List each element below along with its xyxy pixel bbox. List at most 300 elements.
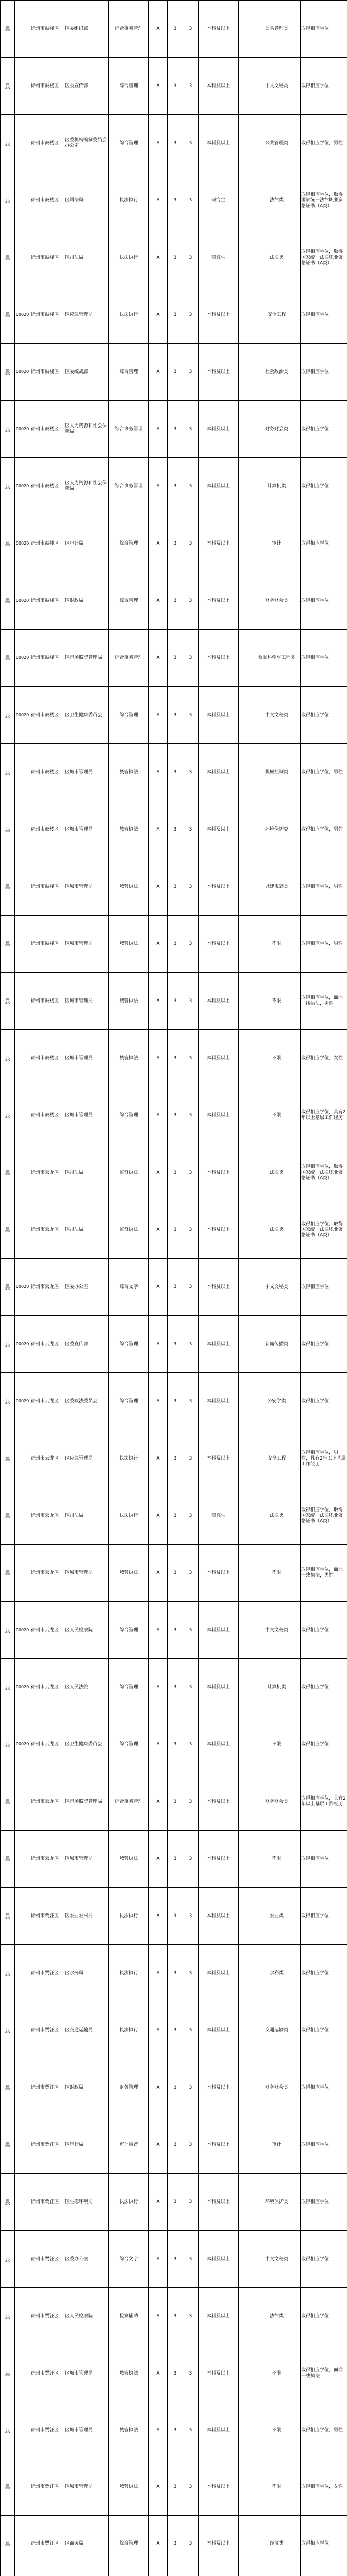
degree-cell	[239, 2116, 253, 2174]
requirements-cell: 取得相应学位，具有2年以上基层工作经历	[301, 1773, 347, 1831]
major-cell: 中文文秘类	[253, 58, 301, 115]
exam-category-cell: A	[149, 458, 168, 515]
exam-category-cell: A	[149, 1430, 168, 1487]
degree-cell	[239, 1487, 253, 1545]
level-cell: 县	[1, 2174, 15, 2231]
code-cell	[15, 1945, 30, 2002]
exam-category-cell: A	[149, 572, 168, 630]
degree-cell	[239, 572, 253, 630]
major-cell: 财务财会类	[253, 1773, 301, 1831]
degree-cell	[239, 2402, 253, 2459]
education-cell: 本科及以上	[199, 1716, 239, 1773]
job-nature-cell: 综合文字	[109, 1259, 149, 1316]
code-cell	[15, 1545, 30, 1602]
ratio-cell: 3	[183, 572, 199, 630]
education-cell: 本科及以上	[199, 687, 239, 744]
degree-cell	[239, 2288, 253, 2345]
major-cell: 法律类	[253, 229, 301, 286]
code-cell	[15, 744, 30, 801]
post-cell: 区市场监督管理局	[64, 630, 109, 687]
exam-category-cell: A	[149, 1487, 168, 1545]
job-nature-cell: 检察辅助	[109, 2288, 149, 2345]
exam-category-cell: A	[149, 1144, 168, 1201]
exam-category-cell: A	[149, 1316, 168, 1373]
requirements-cell: 取得相应学位	[301, 58, 347, 115]
headcount-cell: 3	[168, 172, 183, 229]
exam-category-cell: A	[149, 1201, 168, 1259]
table-row	[1, 401, 347, 458]
post-cell: 区人民检察院	[64, 2288, 109, 2345]
requirements-cell: 取得相应学位，取得国家统一法律职业资格证书（A类）	[301, 1201, 347, 1259]
code-cell	[15, 58, 30, 115]
headcount-cell: 3	[168, 1373, 183, 1430]
unit-cell: 徐州市贾汪区	[30, 2116, 64, 2174]
requirements-cell: 取得相应学位	[301, 458, 347, 515]
education-cell: 本科及以上	[199, 1602, 239, 1659]
level-cell: 县	[1, 115, 15, 172]
ratio-cell: 3	[183, 1259, 199, 1316]
code-cell	[15, 115, 30, 172]
unit-cell: 徐州市鼓楼区	[30, 801, 64, 858]
major-cell: 环境保护类	[253, 2174, 301, 2231]
post-cell: 区城市管理局	[64, 1087, 109, 1144]
ratio-cell: 3	[183, 344, 199, 401]
unit-cell: 徐州市鼓楼区	[30, 744, 64, 801]
post-cell: 区城市管理局	[64, 858, 109, 916]
major-cell: 公共管理类	[253, 115, 301, 172]
education-cell: 本科及以上	[199, 1259, 239, 1316]
degree-cell	[239, 1831, 253, 1888]
post-cell: 区城市管理局	[64, 801, 109, 858]
unit-cell: 徐州市贾汪区	[30, 2288, 64, 2345]
major-cell: 水利类	[253, 1945, 301, 2002]
exam-category-cell: A	[149, 2516, 168, 2572]
headcount-cell: 3	[168, 58, 183, 115]
job-nature-cell: 综合文字	[109, 2231, 149, 2288]
unit-cell: 徐州市贾汪区	[30, 1945, 64, 2002]
exam-category-cell: A	[149, 2059, 168, 2116]
requirements-cell: 取得相应学位	[301, 1, 347, 58]
education-cell: 本科及以上	[199, 858, 239, 916]
education-cell: 本科及以上	[199, 2288, 239, 2345]
degree-cell	[239, 2059, 253, 2116]
education-cell: 本科及以上	[199, 1201, 239, 1259]
major-cell: 审计	[253, 2116, 301, 2174]
degree-cell	[239, 2002, 253, 2059]
job-nature-cell: 城管执法	[109, 1545, 149, 1602]
degree-cell	[239, 801, 253, 858]
post-cell: 区人民法院	[64, 1659, 109, 1716]
post-cell: 区委办公室	[64, 2231, 109, 2288]
exam-category-cell: A	[149, 858, 168, 916]
ratio-cell: 3	[183, 1716, 199, 1773]
table-row	[1, 172, 347, 229]
unit-cell: 徐州市鼓楼区	[30, 115, 64, 172]
exam-category-cell: A	[149, 1, 168, 58]
exam-category-cell: A	[149, 744, 168, 801]
headcount-cell: 3	[168, 973, 183, 1030]
major-cell: 法律类	[253, 172, 301, 229]
headcount-cell: 3	[168, 286, 183, 344]
major-cell: 新闻传播类	[253, 1316, 301, 1373]
level-cell: 县	[1, 2002, 15, 2059]
ratio-cell: 3	[183, 1888, 199, 1945]
job-nature-cell: 执法执行	[109, 286, 149, 344]
job-nature-cell: 综合管理	[109, 572, 149, 630]
ratio-cell: 3	[183, 2059, 199, 2116]
requirements-cell: 取得相应学位	[301, 2288, 347, 2345]
level-cell: 县	[1, 2459, 15, 2516]
unit-cell: 徐州市鼓楼区	[30, 458, 64, 515]
job-nature-cell: 城管执法	[109, 801, 149, 858]
level-cell: 县	[1, 1602, 15, 1659]
table-row	[1, 916, 347, 973]
major-cell: 不限	[253, 1831, 301, 1888]
level-cell: 县	[1, 2402, 15, 2459]
unit-cell: 徐州市鼓楼区	[30, 630, 64, 687]
education-cell: 本科及以上	[199, 401, 239, 458]
post-cell: 区财政局	[64, 2059, 109, 2116]
level-cell: 县	[1, 1487, 15, 1545]
post-cell: 区商务局	[64, 2516, 109, 2572]
table-row	[1, 344, 347, 401]
post-cell: 区农业农村局	[64, 1888, 109, 1945]
education-cell: 研究生	[199, 229, 239, 286]
level-cell: 县	[1, 1831, 15, 1888]
table-row	[1, 973, 347, 1030]
degree-cell	[239, 1602, 253, 1659]
ratio-cell: 3	[183, 1, 199, 58]
table-row	[1, 687, 347, 744]
exam-category-cell: A	[149, 286, 168, 344]
code-cell	[15, 2345, 30, 2402]
major-cell: 不限	[253, 1545, 301, 1602]
post-cell: 区人力资源和社会保障局	[64, 401, 109, 458]
job-nature-cell: 综合管理	[109, 1373, 149, 1430]
job-nature-cell: 执法执行	[109, 1888, 149, 1945]
headcount-cell: 3	[168, 2231, 183, 2288]
major-cell: 法律类	[253, 1487, 301, 1545]
education-cell: 本科及以上	[199, 1430, 239, 1487]
major-cell: 不限	[253, 2402, 301, 2459]
exam-category-cell: A	[149, 515, 168, 572]
job-nature-cell: 综合管理	[109, 1316, 149, 1373]
code-cell: 00020	[15, 1716, 30, 1773]
major-cell: 计算机类	[253, 1659, 301, 1716]
code-cell	[15, 1831, 30, 1888]
major-cell: 法律类	[253, 2288, 301, 2345]
education-cell: 本科及以上	[199, 1773, 239, 1831]
job-nature-cell: 执法执行	[109, 229, 149, 286]
code-cell	[15, 916, 30, 973]
headcount-cell: 3	[168, 687, 183, 744]
table-row	[1, 801, 347, 858]
exam-category-cell: A	[149, 1030, 168, 1087]
degree-cell	[239, 1030, 253, 1087]
ratio-cell: 3	[183, 801, 199, 858]
headcount-cell: 3	[168, 1430, 183, 1487]
requirements-cell: 取得相应学位，取得国家统一法律职业资格证书（A类）	[301, 1487, 347, 1545]
degree-cell	[239, 1259, 253, 1316]
degree-cell	[239, 229, 253, 286]
job-nature-cell: 综合管理	[109, 515, 149, 572]
ratio-cell: 3	[183, 2516, 199, 2572]
major-cell: 安全工程	[253, 1430, 301, 1487]
education-cell: 本科及以上	[199, 2516, 239, 2572]
job-nature-cell: 执法执行	[109, 1430, 149, 1487]
post-cell: 区司法局	[64, 1201, 109, 1259]
headcount-cell: 3	[168, 1087, 183, 1144]
table-row	[1, 1831, 347, 1888]
level-cell: 县	[1, 1659, 15, 1716]
code-cell: 00020	[15, 630, 30, 687]
headcount-cell: 3	[168, 458, 183, 515]
table-row	[1, 1, 347, 58]
headcount-cell: 3	[168, 2059, 183, 2116]
major-cell: 计算机类	[253, 458, 301, 515]
code-cell	[15, 1888, 30, 1945]
education-cell: 本科及以上	[199, 2231, 239, 2288]
job-nature-cell: 城管执法	[109, 2345, 149, 2402]
job-nature-cell: 综合管理	[109, 687, 149, 744]
code-cell	[15, 2572, 30, 2576]
level-cell: 县	[1, 2116, 15, 2174]
headcount-cell: 3	[168, 1545, 183, 1602]
ratio-cell: 3	[183, 1201, 199, 1259]
level-cell: 县	[1, 916, 15, 973]
exam-category-cell: A	[149, 687, 168, 744]
table-row	[1, 1945, 347, 2002]
post-cell: 区委政法委员会	[64, 1373, 109, 1430]
exam-category-cell: A	[149, 630, 168, 687]
level-cell	[1, 2572, 15, 2576]
headcount-cell: 3	[168, 401, 183, 458]
table-row	[1, 630, 347, 687]
code-cell	[15, 1430, 30, 1487]
level-cell: 县	[1, 1259, 15, 1316]
degree-cell	[239, 973, 253, 1030]
level-cell: 县	[1, 1716, 15, 1773]
education-cell: 本科及以上	[199, 2002, 239, 2059]
code-cell: 00020	[15, 286, 30, 344]
ratio-cell: 3	[183, 1945, 199, 2002]
level-cell: 县	[1, 2345, 15, 2402]
ratio-cell: 3	[183, 515, 199, 572]
major-cell: 交通运输类	[253, 2002, 301, 2059]
job-nature-cell: 综合管理	[109, 1087, 149, 1144]
major-cell: 法律类	[253, 1144, 301, 1201]
unit-cell: 徐州市云龙区	[30, 1602, 64, 1659]
exam-category-cell: A	[149, 1888, 168, 1945]
ratio-cell: 3	[183, 2002, 199, 2059]
code-cell	[15, 2059, 30, 2116]
level-cell: 县	[1, 172, 15, 229]
code-cell: 00020	[15, 515, 30, 572]
code-cell: 00020	[15, 1602, 30, 1659]
ratio-cell: 3	[183, 1545, 199, 1602]
code-cell	[15, 172, 30, 229]
headcount-cell: 3	[168, 801, 183, 858]
code-cell	[15, 1773, 30, 1831]
table-row	[1, 2345, 347, 2402]
post-cell: 区城市管理局	[64, 2459, 109, 2516]
exam-category-cell	[149, 2572, 168, 2576]
headcount-cell: 3	[168, 515, 183, 572]
job-nature-cell: 综合事务管理	[109, 401, 149, 458]
job-nature-cell: 综合事务管理	[109, 630, 149, 687]
level-cell: 县	[1, 1888, 15, 1945]
code-cell	[15, 2402, 30, 2459]
unit-cell: 徐州市贾汪区	[30, 2402, 64, 2459]
exam-category-cell: A	[149, 1831, 168, 1888]
degree-cell	[239, 2345, 253, 2402]
major-cell: 经济类	[253, 2516, 301, 2572]
exam-category-cell: A	[149, 2116, 168, 2174]
unit-cell: 徐州市鼓楼区	[30, 172, 64, 229]
ratio-cell: 3	[183, 1030, 199, 1087]
level-cell: 县	[1, 1144, 15, 1201]
degree-cell	[239, 916, 253, 973]
level-cell: 县	[1, 1087, 15, 1144]
headcount-cell: 3	[168, 858, 183, 916]
code-cell	[15, 801, 30, 858]
headcount-cell: 3	[168, 1888, 183, 1945]
headcount-cell: 3	[168, 1831, 183, 1888]
major-cell: 安全工程	[253, 286, 301, 344]
headcount-cell: 3	[168, 2345, 183, 2402]
job-nature-cell: 城管执法	[109, 1831, 149, 1888]
code-cell	[15, 2288, 30, 2345]
headcount-cell: 3	[168, 1945, 183, 2002]
major-cell	[253, 2572, 301, 2576]
requirements-cell: 取得相应学位	[301, 1316, 347, 1373]
ratio-cell: 3	[183, 401, 199, 458]
major-cell: 中文文秘类	[253, 2231, 301, 2288]
post-cell: 区市场监督管理局	[64, 1773, 109, 1831]
level-cell: 县	[1, 1945, 15, 2002]
education-cell: 本科及以上	[199, 630, 239, 687]
table-row	[1, 1773, 347, 1831]
headcount-cell: 3	[168, 1716, 183, 1773]
level-cell: 县	[1, 2059, 15, 2116]
unit-cell: 徐州市贾汪区	[30, 1888, 64, 1945]
job-nature-cell: 城管执法	[109, 916, 149, 973]
headcount-cell: 3	[168, 344, 183, 401]
education-cell: 本科及以上	[199, 1659, 239, 1716]
degree-cell	[239, 58, 253, 115]
major-cell: 财务财会类	[253, 401, 301, 458]
table-row	[1, 1373, 347, 1430]
job-nature-cell: 综合事务管理	[109, 1773, 149, 1831]
unit-cell: 徐州市鼓楼区	[30, 229, 64, 286]
job-nature-cell: 城管执法	[109, 744, 149, 801]
level-cell: 县	[1, 744, 15, 801]
major-cell: 不限	[253, 973, 301, 1030]
post-cell: 区城市管理局	[64, 2402, 109, 2459]
requirements-cell: 取得相应学位，女性	[301, 1030, 347, 1087]
code-cell: 00020	[15, 344, 30, 401]
code-cell: 00020	[15, 401, 30, 458]
ratio-cell: 3	[183, 1144, 199, 1201]
table-row	[1, 1144, 347, 1201]
requirements-cell: 取得相应学位，男性	[301, 744, 347, 801]
code-cell	[15, 2516, 30, 2572]
degree-cell	[239, 2231, 253, 2288]
level-cell: 县	[1, 515, 15, 572]
education-cell: 本科及以上	[199, 1373, 239, 1430]
education-cell	[199, 2572, 239, 2576]
education-cell: 本科及以上	[199, 2116, 239, 2174]
unit-cell: 徐州市云龙区	[30, 1716, 64, 1773]
level-cell: 县	[1, 2516, 15, 2572]
level-cell: 县	[1, 687, 15, 744]
requirements-cell: 取得相应学位	[301, 1659, 347, 1716]
post-cell: 区应急管理局	[64, 286, 109, 344]
requirements-cell: 取得相应学位	[301, 2516, 347, 2572]
education-cell: 本科及以上	[199, 1, 239, 58]
degree-cell	[239, 1, 253, 58]
unit-cell: 徐州市鼓楼区	[30, 1030, 64, 1087]
level-cell: 县	[1, 344, 15, 401]
ratio-cell: 3	[183, 687, 199, 744]
unit-cell: 徐州市云龙区	[30, 1316, 64, 1373]
job-nature-cell: 综合管理	[109, 115, 149, 172]
requirements-cell: 取得相应学位，男性	[301, 858, 347, 916]
degree-cell	[239, 1144, 253, 1201]
education-cell: 研究生	[199, 172, 239, 229]
unit-cell: 徐州市云龙区	[30, 1545, 64, 1602]
major-cell: 社会政治类	[253, 344, 301, 401]
unit-cell: 徐州市鼓楼区	[30, 1, 64, 58]
requirements-cell: 取得相应学位	[301, 1259, 347, 1316]
code-cell	[15, 1144, 30, 1201]
job-nature-cell	[109, 2572, 149, 2576]
unit-cell: 徐州市云龙区	[30, 1831, 64, 1888]
ratio-cell: 3	[183, 458, 199, 515]
post-cell: 区城市管理局	[64, 1030, 109, 1087]
post-cell: 区城市管理局	[64, 916, 109, 973]
exam-category-cell: A	[149, 401, 168, 458]
job-nature-cell: 城管执法	[109, 1030, 149, 1087]
degree-cell	[239, 458, 253, 515]
exam-category-cell: A	[149, 172, 168, 229]
requirements-cell: 取得相应学位，取得国家统一法律职业资格证书（A类）	[301, 172, 347, 229]
code-cell: 00020	[15, 458, 30, 515]
unit-cell: 徐州市鼓楼区	[30, 687, 64, 744]
unit-cell: 徐州市云龙区	[30, 1373, 64, 1430]
degree-cell	[239, 115, 253, 172]
ratio-cell: 3	[183, 2288, 199, 2345]
degree-cell	[239, 2459, 253, 2516]
level-cell: 县	[1, 2288, 15, 2345]
ratio-cell: 3	[183, 115, 199, 172]
post-cell: 区生态环境局	[64, 2174, 109, 2231]
education-cell: 本科及以上	[199, 515, 239, 572]
code-cell: 00020	[15, 687, 30, 744]
education-cell: 本科及以上	[199, 2459, 239, 2516]
requirements-cell: 取得相应学位，面向一线执法，男性	[301, 973, 347, 1030]
level-cell: 县	[1, 458, 15, 515]
level-cell: 县	[1, 858, 15, 916]
ratio-cell	[183, 2572, 199, 2576]
post-cell: 区城市管理局	[64, 1831, 109, 1888]
unit-cell: 徐州市贾汪区	[30, 2231, 64, 2288]
major-cell: 不限	[253, 1716, 301, 1773]
ratio-cell: 3	[183, 1831, 199, 1888]
headcount-cell: 3	[168, 2459, 183, 2516]
requirements-cell: 取得相应学位	[301, 286, 347, 344]
headcount-cell: 3	[168, 1259, 183, 1316]
